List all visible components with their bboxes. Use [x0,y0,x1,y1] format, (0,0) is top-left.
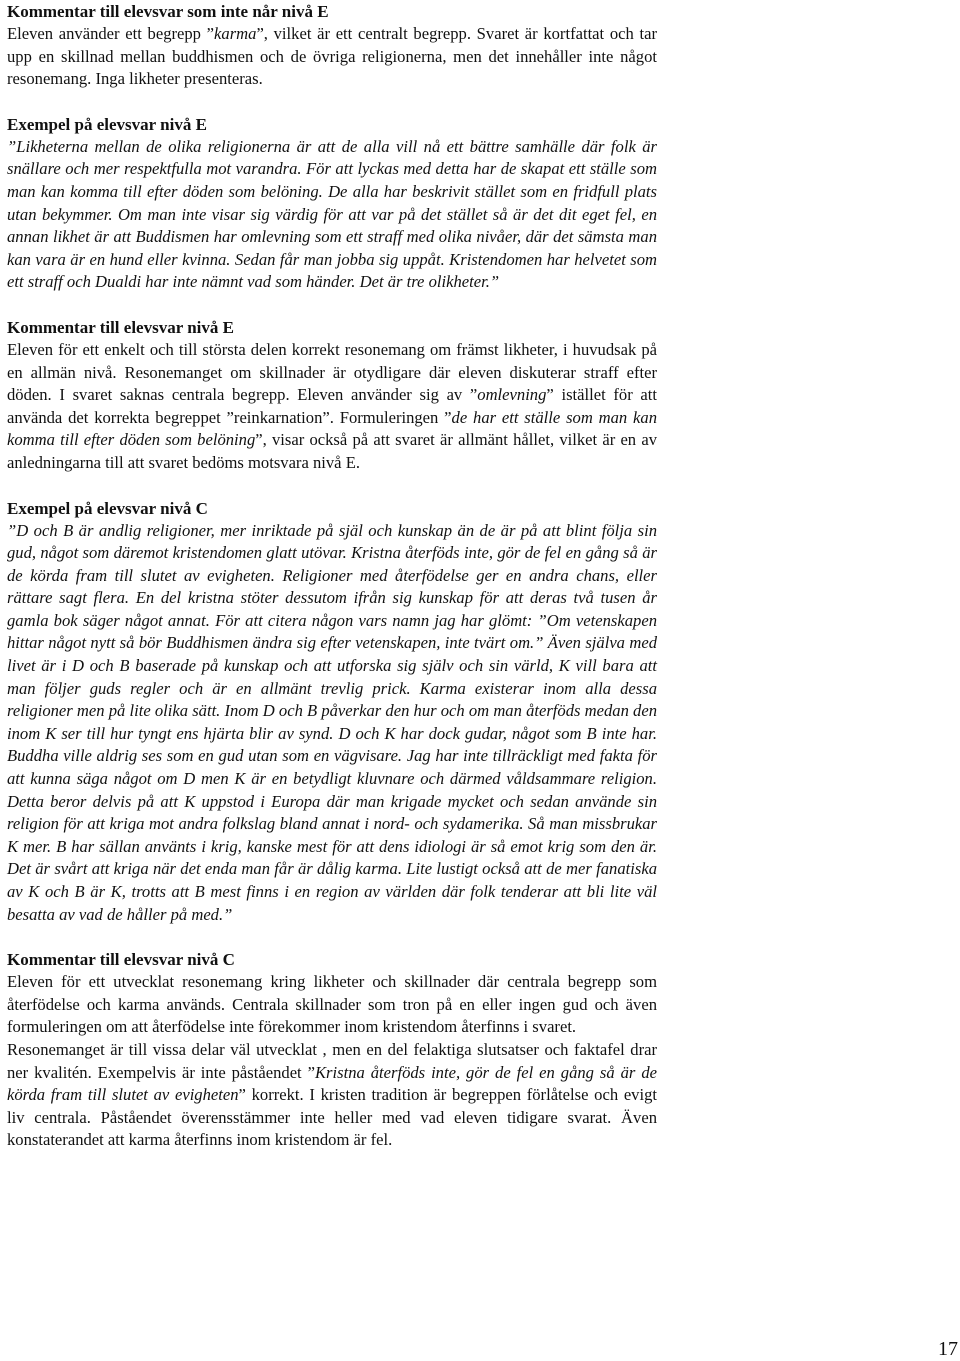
italic-text: omlevning [477,385,547,405]
section-paragraph [7,520,657,927]
italic-text: ”Likheterna mellan de olika religionerna är att de alla vill nå ett bättre samhälle där folk är snällare och mer respektfulla mot varandra. För att lyckas med detta har de skapat ett ställe som man kan komma till efter döden som belöning. De alla har beskrivit stället som en fridfull plats utan bekymmer. Om man inte visar sig värdig för att var på det stället så är det dit eget fel, en annan likhet är att Buddismen har omlevning som ett straff med olika nivåer, där det sämsta man kan vara är en hund eller kvinna. Sedan får man jobba sig uppåt. Kristendomen har helvetet som ett straff och Dualdi har inte nämnt vad som händer. Det är tre olikheter.” [7,136,657,292]
document-content [7,0,657,1152]
italic-text: karma [214,24,257,43]
section [7,948,657,1152]
text: Eleven för ett utvecklat resonemang kring likheter och skillnader där centrala begrepp som återfödelse och karma används. Centrala skillnader som tron på en eller ingen gud och även formuleringen om att återfödelse inte förekommer inom kristendom återfinns i svaret. [7,972,657,1037]
italic-text: Kristna återföds inte, gör de fel en gång så är de körda fram till slutet av evigheten [7,1062,657,1105]
section-heading: Kommentar till elevsvar som inte når nivå E [7,2,329,21]
section-paragraph [7,1039,657,1152]
text: ”, vilket är ett centralt begrepp. Svaret är kortfattat och tar upp en skillnad mellan buddhismen och de övriga religionerna, men det innehåller inte något resonemang. Inga likheter presenteras. [7,24,657,89]
text: Eleven för ett enkelt och till största delen korrekt resonemang om främst likheter, i huvudsak på en allmän nivå. Resonemanget om skillnader är otydligare där eleven diskuterar straff efter döden. I svaret saknas centrala begrepp. Eleven använder sig av ” [7,339,657,405]
text: ” korrekt. I kristen tradition är begreppen förlåtelse och evigt liv centrala. Påståendet överensstämmer inte heller med vad eleven tidigare svarat. Även konstaterandet att karma återfinns inom kristendom är fel. [7,1085,657,1150]
section-paragraph [7,136,657,294]
section-gap [7,475,657,497]
section-gap [7,926,657,948]
text: Eleven använder ett begrepp ” [7,24,215,43]
section [7,0,657,91]
italic-text: ”D och B är andlig religioner, mer inriktade på själ och kunskap än de är på att blint följa sin gud, något som däremot kristendomen glatt utövar. Kristna återföds inte, gör de fel en gång så är de körda fram till slutet av evigheten. Religioner med återfödelse ger en andra chans, eller rättare sagt flera. En del kristna stöter dessutom ifrån sig kunskap för att deras två tusen år gamla bok säger något annat. För att citera någon vars namn jag har glömt: ”Om vetenskapen hittar något nytt så bör Buddhismen ändra sig efter vetenskapen, inte tvärt om.” Även själva med livet är i D och B baserade på kunskap och att utforska sig själv och sin värld, K vill bara att man följer guds regler och är en allmänt trevlig prick. Karma existerar inom alla dessa religioner men på lite olika sätt. Inom D och B påverkar den hur och om man återföds medan den inom K ser till hur tyngt ens hjärta blir av synd. D och K har dock gudar, något som B inte har. Buddha ville aldrig ses som en gud utan som en vägvisare. Jag har inte tillräckligt med fakta för att kunna säga något om D men K är en betydligt kluvnare och därmed våldsammare religion. Detta beror delvis på att K uppstod i Europa där man krigade mycket och sedan använde sin religion för att kriga mot andra folkslag bland annat i nord- och sydamerika. Så man missbrukar K mer. B har sällan använts i krig, kanske mest för att dens idiologi är så emot krig som den är. Det är svårt att kriga när det enda man får är dålig karma. Lite lustigt också att de mer fanatiska av K och B är K, trotts att B mest finns i en region av världen där folk tenderar att bli lite väl besatta av vad de håller på med.” [7,520,657,924]
text: ”, visar också på att svaret är allmänt hållet, vilket är en av anledningarna till att svaret bedöms motsvara nivå E. [7,430,657,472]
section-gap [7,91,657,113]
section-heading: Exempel på elevsvar nivå E [7,114,207,134]
text: Resonemanget är till vissa delar väl utvecklat , men en del felaktiga slutsatser och faktafel drar ner kvalitén. Exempelvis är inte påståendet ” [7,1039,657,1082]
text: ” istället för att använda det korrekta begreppet ”reinkarnation”. Formuleringen ” [7,385,657,427]
section [7,113,657,294]
section-paragraph [7,971,657,1039]
section-heading: Kommentar till elevsvar nivå C [7,950,235,970]
section-paragraph [7,23,657,91]
section-heading: Kommentar till elevsvar nivå E [7,317,234,337]
section-gap [7,294,657,316]
italic-text: de har ett ställe som man kan komma till efter döden som belöning [7,407,657,450]
section-heading: Exempel på elevsvar nivå C [7,498,208,518]
section [7,497,657,927]
section-paragraph [7,339,657,475]
section [7,316,657,475]
page-number: 17 [938,1338,958,1360]
